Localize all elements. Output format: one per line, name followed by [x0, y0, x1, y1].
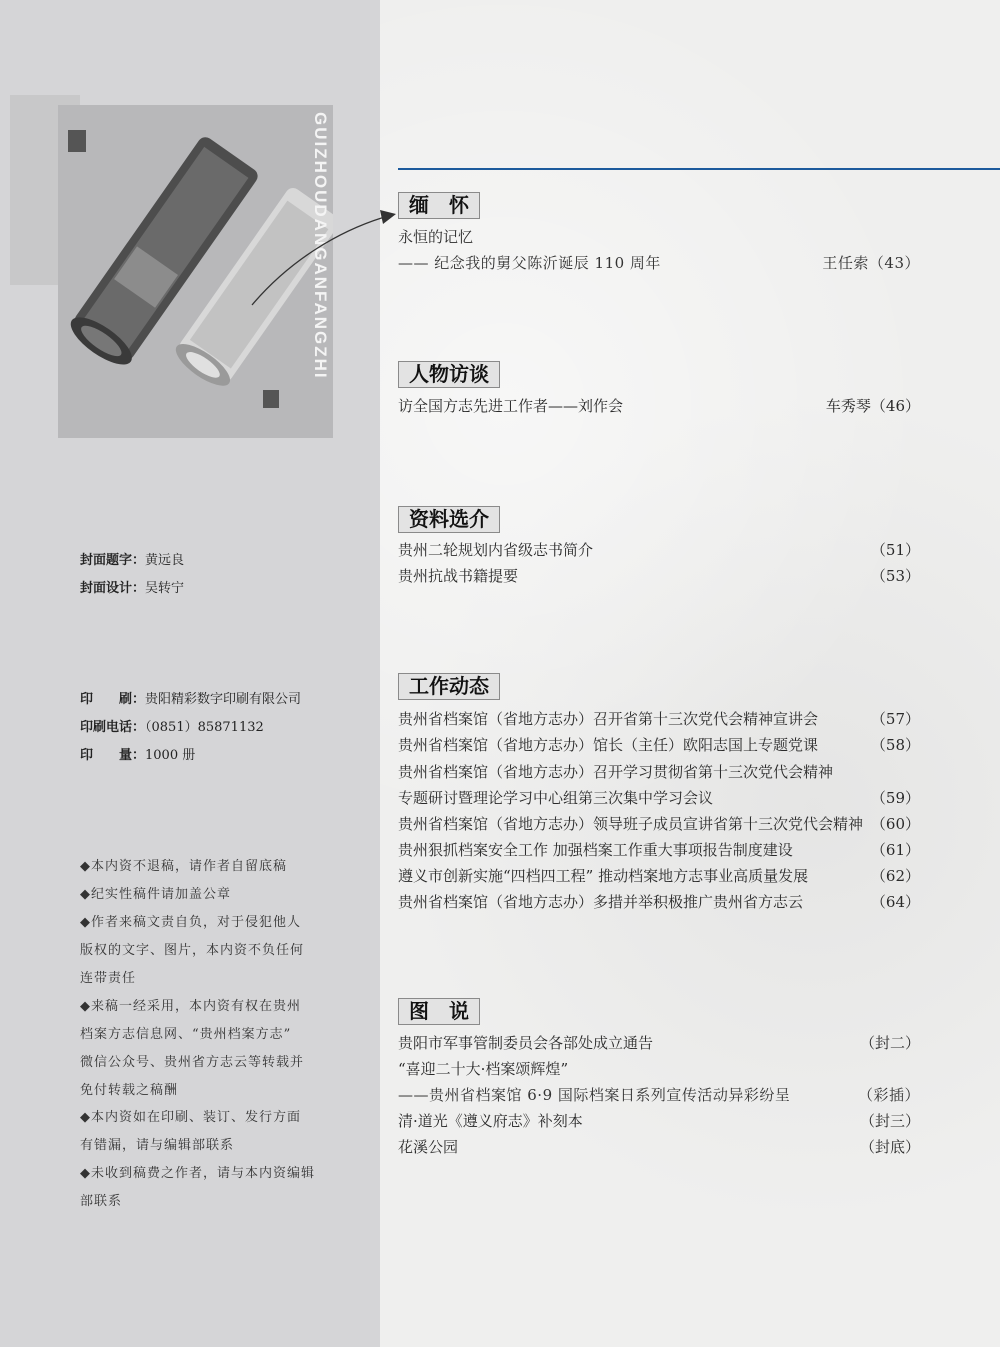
toc-entry[interactable]: 贵州省档案馆（省地方志办）召开省第十三次党代会精神宣讲会 （57） [398, 710, 920, 728]
note-line: 部联系 [80, 1194, 123, 1209]
printer-info: 印 刷：贵阳精彩数字印刷有限公司 [80, 692, 302, 707]
toc-entry[interactable]: 贵州省档案馆（省地方志办）领导班子成员宣讲省第十三次党代会精神 （60） [398, 815, 920, 833]
section-heading-interview: 人物访谈 [398, 361, 500, 388]
note-line: 免付转载之稿酬 [80, 1083, 179, 1098]
note-line: 微信公众号、贵州省方志云等转载并 [80, 1055, 305, 1070]
toc-entry[interactable]: 清·道光《遵义府志》补刻本 （封三） [398, 1112, 920, 1130]
toc-entry[interactable]: 贵州抗战书籍提要 （53） [398, 567, 920, 585]
section-heading-pictures: 图 说 [398, 998, 480, 1025]
note-line: 有错漏，请与编辑部联系 [80, 1138, 235, 1153]
section-heading-materials: 资料选介 [398, 506, 500, 533]
note-line: ◆纪实性稿件请加盖公章 [80, 887, 231, 902]
toc-entry[interactable]: 访全国方志先进工作者——刘作会 车秀琴（46） [398, 397, 920, 415]
note-line: ◆作者来稿文责自负，对于侵犯他人 [80, 915, 301, 930]
toc-entry[interactable]: 贵阳市军事管制委员会各部处成立通告 （封二） [398, 1034, 920, 1052]
cover-calligraphy-credit: 封面题字：黄远良 [80, 553, 185, 568]
toc-entry[interactable]: ——贵州省档案馆 6·9 国际档案日系列宣传活动异彩纷呈 （彩插） [398, 1086, 920, 1104]
toc-entry[interactable]: “喜迎二十大·档案颂辉煌” [398, 1060, 569, 1078]
pointer-arrow [250, 200, 400, 310]
toc-entry[interactable]: 贵州省档案馆（省地方志办）馆长（主任）欧阳志国上专题党课 （58） [398, 736, 920, 754]
note-line: 连带责任 [80, 971, 137, 986]
printer-phone: 印刷电话：（0851）85871132 [80, 720, 264, 735]
note-line: 版权的文字、图片，本内资不负任何 [80, 943, 305, 958]
cover-design-credit: 封面设计：吴转宁 [80, 581, 185, 596]
toc-entry[interactable]: 永恒的记忆 [398, 228, 474, 246]
note-line: ◆本内资不退稿，请作者自留底稿 [80, 859, 287, 874]
note-line: 档案方志信息网、“贵州档案方志” [80, 1027, 292, 1042]
toc-entry[interactable]: 贵州省档案馆（省地方志办）召开学习贯彻省第十三次党代会精神 [398, 763, 834, 781]
vertical-journal-title: GUIZHOUDANGANFANGZHI [311, 112, 330, 380]
toc-entry[interactable]: 贵州狠抓档案安全工作 加强档案工作重大事项报告制度建设 （61） [398, 841, 920, 859]
toc-entry[interactable]: 遵义市创新实施“四档四工程” 推动档案地方志事业高质量发展 （62） [398, 867, 920, 885]
section-heading-memorial: 缅 怀 [398, 192, 480, 219]
toc-entry[interactable]: 专题研讨暨理论学习中心组第三次集中学习会议 （59） [398, 789, 920, 807]
toc-entry[interactable]: 贵州省档案馆（省地方志办）多措并举积极推广贵州省方志云 （64） [398, 893, 920, 911]
toc-entry[interactable]: —— 纪念我的舅父陈沂诞辰 110 周年 王任索（43） [398, 254, 920, 272]
note-line: ◆未收到稿费之作者，请与本内资编辑 [80, 1166, 315, 1181]
toc-entry[interactable]: 贵州二轮规划内省级志书简介 （51） [398, 541, 920, 559]
section-heading-news: 工作动态 [398, 673, 500, 700]
toc-entry[interactable]: 花溪公园 （封底） [398, 1138, 920, 1156]
header-rule [398, 168, 1000, 170]
note-line: ◆本内资如在印刷、装订、发行方面 [80, 1110, 301, 1125]
print-quantity: 印 量：1000 册 [80, 748, 196, 763]
note-line: ◆来稿一经采用，本内资有权在贵州 [80, 999, 301, 1014]
